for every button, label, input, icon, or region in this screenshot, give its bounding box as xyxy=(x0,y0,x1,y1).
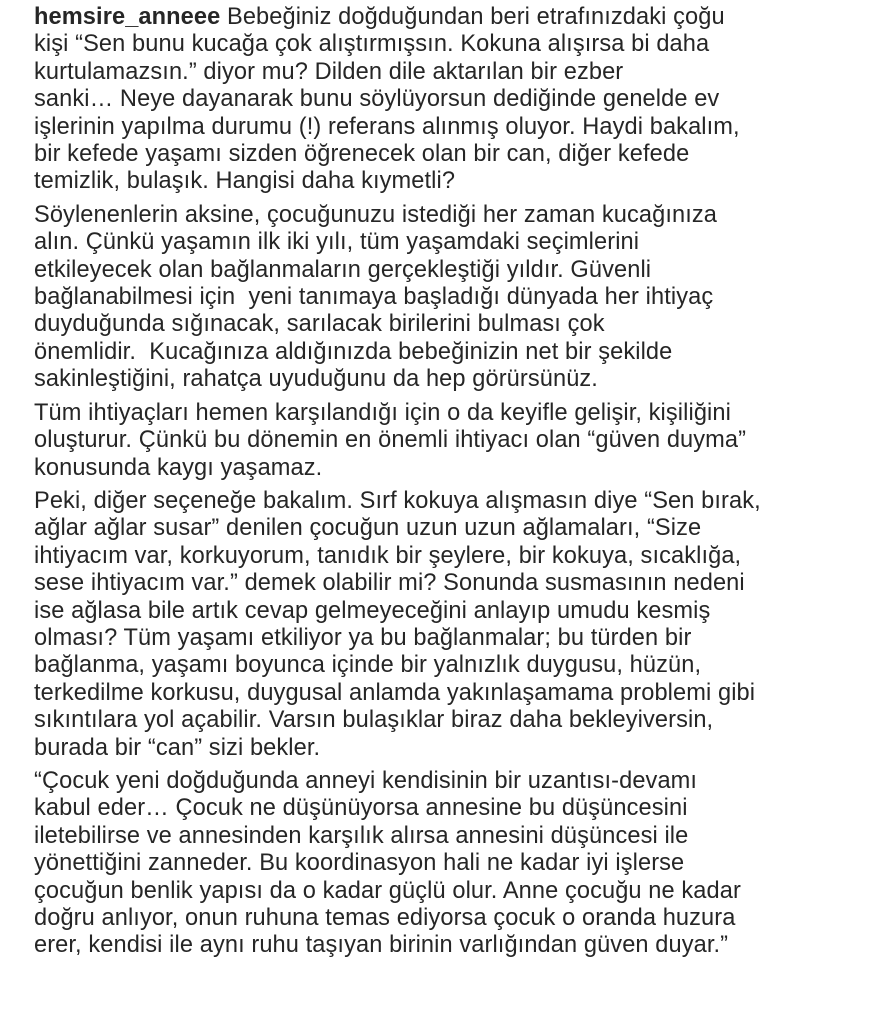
caption-paragraph-1 xyxy=(34,4,854,196)
caption-line: doğru anlıyor, onun ruhuna temas ediyorsa çocuk o oranda huzura xyxy=(34,905,736,931)
caption-line: sıkıntılara yol açabilir. Varsın bulaşıklar biraz daha bekleyiversin, xyxy=(34,707,714,734)
caption-line: Tüm ihtiyaçları hemen karşılandığı için o da keyifle gelişir, kişiliğini xyxy=(34,399,731,426)
caption-line: iletebilirse ve annesinden karşılık alırsa annesini düşüncesi ile xyxy=(34,822,689,849)
caption-line: “Çocuk yeni doğduğunda anneyi kendisinin bir uzantısı-devamı xyxy=(34,767,698,794)
caption-line: burada bir “can” sizi bekler. xyxy=(34,734,321,761)
caption-line: temizlik, bulaşık. Hangisi daha kıymetli? xyxy=(34,168,456,195)
caption-line: ihtiyacım var, korkuyorum, tanıdık bir şeylere, bir kokuya, sıcaklığa, xyxy=(34,542,742,569)
caption-line: kabul eder… Çocuk ne düşünüyorsa annesine bu düşüncesini xyxy=(34,795,688,822)
caption-line: bir kefede yaşamı sizden öğrenecek olan bir can, diğer kefede xyxy=(34,141,690,168)
caption-line: oluşturur. Çünkü bu dönemin en önemli ihtiyacı olan “güven duyma” xyxy=(34,427,747,454)
caption-line: ağlar ağlar susar” denilen çocuğun uzun uzun ağlamaları, “Size xyxy=(34,515,702,542)
caption-line: kişi “Sen bunu kucağa çok alıştırmışsın. Kokuna alışırsa bi daha xyxy=(34,31,710,58)
caption-line: Söylenenlerin aksine, çocuğunuzu istediği her zaman kucağınıza xyxy=(34,201,717,228)
caption-paragraph-4 xyxy=(34,488,854,762)
caption-line: Peki, diğer seçeneğe bakalım. Sırf kokuya alışmasın diye “Sen bırak, xyxy=(34,487,761,514)
caption-paragraph-3 xyxy=(34,400,854,482)
username-link[interactable]: hemsire_anneee xyxy=(34,4,221,30)
caption-line: etkileyecek olan bağlanmaların gerçekleştiği yıldır. Güvenli xyxy=(34,256,652,283)
caption-line: alın. Çünkü yaşamın ilk iki yılı, tüm yaşamdaki seçimlerini xyxy=(34,229,640,256)
caption-line: bağlanma, yaşamı boyunca içinde bir yalnızlık duygusu, hüzün, xyxy=(34,652,702,679)
caption-line: terkedilme korkusu, duygusal anlamda yakınlaşamama problemi gibi xyxy=(34,679,756,706)
caption-line: konusunda kaygı yaşamaz. xyxy=(34,454,323,481)
caption-line: sese ihtiyacım var.” demek olabilir mi? Sonunda susmasının nedeni xyxy=(34,570,745,597)
caption-line: çocuğun benlik yapısı da o kadar güçlü olur. Anne çocuğu ne kadar xyxy=(34,877,741,904)
caption-line: sakinleştiğini, rahatça uyuduğunu da hep görürsünüz. xyxy=(34,366,598,393)
caption-line: yönettiğini zanneder. Bu koordinasyon hali ne kadar iyi işlerse xyxy=(34,850,685,877)
caption-line: kurtulamazsın.” diyor mu? Dilden dile aktarılan bir ezber xyxy=(34,58,624,85)
caption-line: ise ağlasa bile artık cevap gelmeyeceğini anlayıp umudu kesmiş xyxy=(34,597,711,624)
caption-paragraph-5 xyxy=(34,768,854,960)
caption-line: önemlidir. Kucağınıza aldığınızda bebeğinizin net bir şekilde xyxy=(34,338,673,365)
caption-line: bağlanabilmesi için yeni tanımaya başladığı dünyada her ihtiyaç xyxy=(34,284,714,311)
caption-line: erer, kendisi ile aynı ruhu taşıyan birinin varlığından güven duyar.” xyxy=(34,932,729,959)
caption-line: olması? Tüm yaşamı etkiliyor ya bu bağlanmalar; bu türden bir xyxy=(34,624,692,651)
caption-text: Bebeğiniz doğduğundan beri etrafınızdaki çoğu xyxy=(220,4,725,30)
post-caption xyxy=(34,4,854,966)
caption-paragraph-2 xyxy=(34,202,854,394)
caption-line: sanki… Neye dayanarak bunu söylüyorsun dediğinde genelde ev xyxy=(34,86,720,113)
caption-line xyxy=(34,4,854,31)
caption-line: duyduğunda sığınacak, sarılacak birilerini bulması çok xyxy=(34,311,605,338)
caption-line: işlerinin yapılma durumu (!) referans alınmış oluyor. Haydi bakalım, xyxy=(34,113,740,140)
